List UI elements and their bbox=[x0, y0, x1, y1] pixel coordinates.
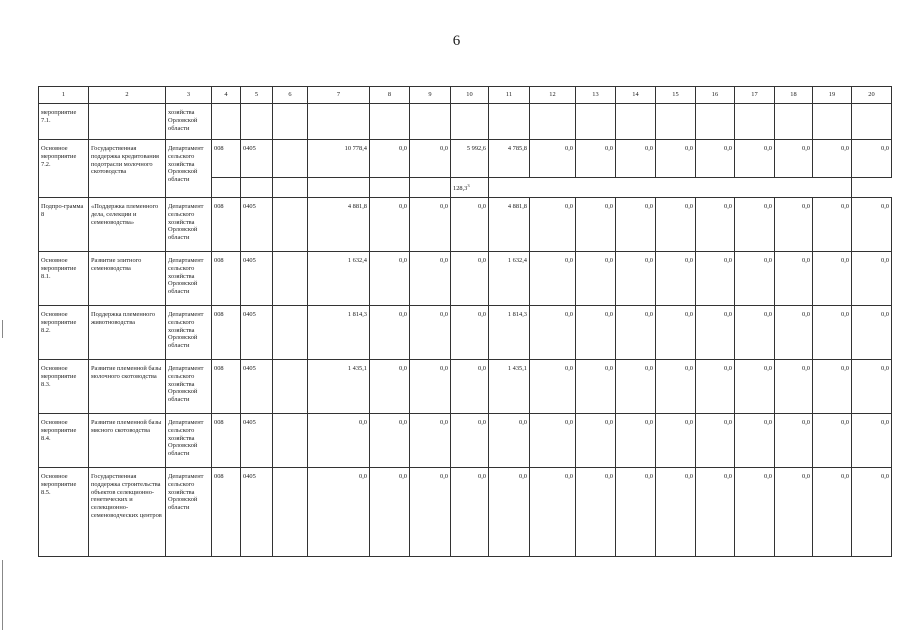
value-cell: 1 435,1 bbox=[308, 360, 370, 414]
value-cell: 0,0 bbox=[735, 198, 775, 252]
program-name-cell: Основное мероприятие 8.4. bbox=[39, 414, 89, 468]
value-cell: 0,0 bbox=[616, 252, 656, 306]
footnote-value: 128,3 bbox=[453, 184, 468, 192]
value-cell: 0,0 bbox=[616, 198, 656, 252]
code-grbs-cell bbox=[212, 104, 241, 140]
value-cell bbox=[489, 104, 530, 140]
empty-cell bbox=[370, 178, 410, 198]
value-cell: 0,0 bbox=[656, 468, 696, 557]
value-cell: 0,0 bbox=[530, 468, 576, 557]
value-cell: 0,0 bbox=[735, 360, 775, 414]
value-cell: 0,0 bbox=[775, 468, 813, 557]
value-cell bbox=[273, 306, 308, 360]
value-cell: 0,0 bbox=[410, 140, 451, 178]
value-cell: 0,0 bbox=[576, 198, 616, 252]
value-cell: 0,0 bbox=[852, 252, 892, 306]
program-name-cell: Основное мероприятие 7.2. bbox=[39, 140, 89, 198]
value-cell: 0,0 bbox=[489, 414, 530, 468]
code-rzpr-cell: 0405 bbox=[241, 140, 273, 178]
value-cell: 0,0 bbox=[410, 468, 451, 557]
value-cell bbox=[451, 104, 489, 140]
value-cell: 0,0 bbox=[451, 198, 489, 252]
value-cell bbox=[273, 252, 308, 306]
value-cell: 0,0 bbox=[410, 360, 451, 414]
value-cell: 5 992,6 bbox=[451, 140, 489, 178]
value-cell: 0,0 bbox=[308, 468, 370, 557]
value-cell: 0,0 bbox=[813, 306, 852, 360]
program-name-cell: Основное мероприятие 8.5. bbox=[39, 468, 89, 557]
table-row bbox=[39, 252, 892, 306]
code-grbs-cell: 008 bbox=[212, 360, 241, 414]
value-cell: 4 785,8 bbox=[489, 140, 530, 178]
table-row bbox=[39, 198, 892, 252]
program-title-cell: Развитие племенной базы молочного скотоводства bbox=[89, 360, 166, 414]
empty-cell bbox=[241, 178, 273, 198]
value-cell: 0,0 bbox=[775, 360, 813, 414]
value-cell: 0,0 bbox=[370, 468, 410, 557]
empty-cell bbox=[410, 178, 451, 198]
value-cell bbox=[696, 104, 735, 140]
value-cell: 0,0 bbox=[576, 360, 616, 414]
footnote-value-cell bbox=[451, 178, 489, 198]
executor-cell: хозяйства Орловской области bbox=[166, 104, 212, 140]
value-cell: 0,0 bbox=[696, 360, 735, 414]
value-cell: 0,0 bbox=[370, 414, 410, 468]
column-number-header: 19 bbox=[813, 87, 852, 104]
column-number-header: 5 bbox=[241, 87, 273, 104]
value-cell: 0,0 bbox=[775, 414, 813, 468]
value-cell bbox=[735, 104, 775, 140]
value-cell bbox=[410, 104, 451, 140]
table-row bbox=[39, 306, 892, 360]
value-cell: 0,0 bbox=[813, 198, 852, 252]
value-cell: 1 435,1 bbox=[489, 360, 530, 414]
footnote-mark: 3 bbox=[467, 182, 470, 188]
value-cell: 0,0 bbox=[696, 140, 735, 178]
column-number-header: 16 bbox=[696, 87, 735, 104]
value-cell: 0,0 bbox=[410, 252, 451, 306]
value-cell: 0,0 bbox=[656, 252, 696, 306]
column-number-header: 18 bbox=[775, 87, 813, 104]
value-cell: 0,0 bbox=[530, 198, 576, 252]
value-cell: 0,0 bbox=[813, 140, 852, 178]
value-cell: 1 814,3 bbox=[489, 306, 530, 360]
value-cell: 0,0 bbox=[530, 252, 576, 306]
program-title-cell: «Поддержка племенного дела, селекции и семеноводства» bbox=[89, 198, 166, 252]
column-number-header: 6 bbox=[273, 87, 308, 104]
value-cell: 0,0 bbox=[410, 414, 451, 468]
executor-cell: Департамент сельского хозяйства Орловской области bbox=[166, 414, 212, 468]
value-cell: 0,0 bbox=[813, 414, 852, 468]
value-cell bbox=[530, 104, 576, 140]
program-title-cell: Развитие элитного семеноводства bbox=[89, 252, 166, 306]
value-cell: 0,0 bbox=[813, 468, 852, 557]
code-rzpr-cell: 0405 bbox=[241, 360, 273, 414]
code-grbs-cell: 008 bbox=[212, 306, 241, 360]
value-cell: 0,0 bbox=[576, 306, 616, 360]
value-cell: 4 881,8 bbox=[489, 198, 530, 252]
value-cell: 0,0 bbox=[656, 140, 696, 178]
value-cell: 0,0 bbox=[852, 198, 892, 252]
value-cell: 0,0 bbox=[370, 306, 410, 360]
column-number-header: 1 bbox=[39, 87, 89, 104]
code-rzpr-cell: 0405 bbox=[241, 306, 273, 360]
value-cell: 0,0 bbox=[451, 468, 489, 557]
value-cell: 0,0 bbox=[852, 140, 892, 178]
value-cell: 0,0 bbox=[852, 468, 892, 557]
value-cell bbox=[273, 198, 308, 252]
value-cell bbox=[273, 414, 308, 468]
value-cell: 1 632,4 bbox=[489, 252, 530, 306]
scan-mark bbox=[2, 320, 3, 338]
executor-cell: Департамент сельского хозяйства Орловской области bbox=[166, 306, 212, 360]
code-rzpr-cell: 0405 bbox=[241, 198, 273, 252]
value-cell bbox=[813, 104, 852, 140]
value-cell: 0,0 bbox=[616, 140, 656, 178]
value-cell: 0,0 bbox=[451, 414, 489, 468]
value-cell: 10 778,4 bbox=[308, 140, 370, 178]
value-cell: 0,0 bbox=[451, 360, 489, 414]
value-cell: 0,0 bbox=[735, 252, 775, 306]
executor-cell: Департамент сельского хозяйства Орловской области bbox=[166, 468, 212, 557]
value-cell bbox=[775, 104, 813, 140]
code-rzpr-cell: 0405 bbox=[241, 468, 273, 557]
code-grbs-cell: 008 bbox=[212, 198, 241, 252]
code-rzpr-cell bbox=[241, 104, 273, 140]
value-cell: 0,0 bbox=[775, 198, 813, 252]
scan-mark bbox=[2, 560, 3, 630]
value-cell: 0,0 bbox=[696, 306, 735, 360]
empty-cell bbox=[212, 178, 241, 198]
value-cell bbox=[308, 104, 370, 140]
value-cell: 0,0 bbox=[735, 306, 775, 360]
value-cell: 0,0 bbox=[735, 140, 775, 178]
column-number-header: 15 bbox=[656, 87, 696, 104]
value-cell: 0,0 bbox=[696, 468, 735, 557]
value-cell: 0,0 bbox=[775, 252, 813, 306]
column-number-header: 3 bbox=[166, 87, 212, 104]
value-cell: 0,0 bbox=[576, 140, 616, 178]
program-title-cell: Развитие племенной базы мясного скотоводства bbox=[89, 414, 166, 468]
program-name-cell: мероприятие 7.1. bbox=[39, 104, 89, 140]
value-cell: 0,0 bbox=[530, 414, 576, 468]
code-rzpr-cell: 0405 bbox=[241, 252, 273, 306]
value-cell: 0,0 bbox=[852, 414, 892, 468]
value-cell bbox=[273, 468, 308, 557]
value-cell: 0,0 bbox=[616, 360, 656, 414]
program-title-cell: Государственная поддержка строительства объектов селекционно-генетических и селекционно-семеноводческих центров bbox=[89, 468, 166, 557]
value-cell: 0,0 bbox=[370, 360, 410, 414]
value-cell bbox=[273, 104, 308, 140]
column-number-header: 8 bbox=[370, 87, 410, 104]
empty-cell bbox=[308, 178, 370, 198]
page-number: 6 bbox=[452, 33, 461, 49]
value-cell: 0,0 bbox=[410, 306, 451, 360]
column-number-header: 17 bbox=[735, 87, 775, 104]
value-cell: 0,0 bbox=[308, 414, 370, 468]
value-cell: 0,0 bbox=[616, 414, 656, 468]
table-row bbox=[39, 468, 892, 557]
program-name-cell: Основное мероприятие 8.1. bbox=[39, 252, 89, 306]
value-cell: 0,0 bbox=[852, 360, 892, 414]
executor-cell: Департамент сельского хозяйства Орловской области bbox=[166, 360, 212, 414]
value-cell: 0,0 bbox=[775, 306, 813, 360]
value-cell: 0,0 bbox=[656, 414, 696, 468]
column-number-header: 4 bbox=[212, 87, 241, 104]
value-cell: 0,0 bbox=[616, 306, 656, 360]
program-name-cell: Основное мероприятие 8.2. bbox=[39, 306, 89, 360]
table-row bbox=[39, 414, 892, 468]
value-cell: 0,0 bbox=[656, 360, 696, 414]
program-title-cell: Государственная поддержка кредитования подотрасли молочного скотоводства bbox=[89, 140, 166, 198]
value-cell: 0,0 bbox=[451, 252, 489, 306]
value-cell: 0,0 bbox=[813, 252, 852, 306]
value-cell bbox=[370, 104, 410, 140]
value-cell bbox=[273, 360, 308, 414]
value-cell bbox=[852, 104, 892, 140]
value-cell: 0,0 bbox=[735, 468, 775, 557]
value-cell: 0,0 bbox=[656, 198, 696, 252]
code-grbs-cell: 008 bbox=[212, 414, 241, 468]
table-row bbox=[39, 140, 892, 178]
value-cell: 0,0 bbox=[656, 306, 696, 360]
value-cell: 0,0 bbox=[370, 140, 410, 178]
column-number-header: 13 bbox=[576, 87, 616, 104]
value-cell: 0,0 bbox=[530, 140, 576, 178]
value-cell: 0,0 bbox=[370, 198, 410, 252]
table-row bbox=[39, 104, 892, 140]
value-cell bbox=[273, 140, 308, 178]
value-cell: 0,0 bbox=[489, 468, 530, 557]
value-cell: 0,0 bbox=[616, 468, 656, 557]
program-name-cell: Основное мероприятие 8.3. bbox=[39, 360, 89, 414]
value-cell: 0,0 bbox=[852, 306, 892, 360]
value-cell: 4 881,8 bbox=[308, 198, 370, 252]
budget-table bbox=[38, 86, 892, 557]
column-number-header: 2 bbox=[89, 87, 166, 104]
value-cell: 0,0 bbox=[530, 360, 576, 414]
code-grbs-cell: 008 bbox=[212, 252, 241, 306]
executor-cell: Департамент сельского хозяйства Орловской области bbox=[166, 198, 212, 252]
value-cell: 0,0 bbox=[451, 306, 489, 360]
value-cell bbox=[616, 104, 656, 140]
column-number-header: 7 bbox=[308, 87, 370, 104]
column-number-header: 14 bbox=[616, 87, 656, 104]
value-cell: 1 814,3 bbox=[308, 306, 370, 360]
value-cell: 0,0 bbox=[775, 140, 813, 178]
code-grbs-cell: 008 bbox=[212, 468, 241, 557]
column-number-header: 10 bbox=[451, 87, 489, 104]
program-name-cell: Подпро-грамма 8 bbox=[39, 198, 89, 252]
empty-cell bbox=[273, 178, 308, 198]
executor-cell: Департамент сельского хозяйства Орловской области bbox=[166, 140, 212, 198]
value-cell: 0,0 bbox=[576, 468, 616, 557]
column-number-row bbox=[39, 87, 892, 104]
code-grbs-cell: 008 bbox=[212, 140, 241, 178]
value-cell: 0,0 bbox=[530, 306, 576, 360]
column-number-header: 9 bbox=[410, 87, 451, 104]
column-number-header: 11 bbox=[489, 87, 530, 104]
program-title-cell bbox=[89, 104, 166, 140]
value-cell bbox=[656, 104, 696, 140]
value-cell bbox=[576, 104, 616, 140]
value-cell: 0,0 bbox=[410, 198, 451, 252]
table-row bbox=[39, 360, 892, 414]
value-cell: 1 632,4 bbox=[308, 252, 370, 306]
value-cell: 0,0 bbox=[813, 360, 852, 414]
code-rzpr-cell: 0405 bbox=[241, 414, 273, 468]
value-cell: 0,0 bbox=[735, 414, 775, 468]
value-cell: 0,0 bbox=[370, 252, 410, 306]
value-cell: 0,0 bbox=[576, 252, 616, 306]
program-title-cell: Поддержка племенного животноводства bbox=[89, 306, 166, 360]
value-cell: 0,0 bbox=[696, 198, 735, 252]
column-number-header: 20 bbox=[852, 87, 892, 104]
column-number-header: 12 bbox=[530, 87, 576, 104]
value-cell: 0,0 bbox=[576, 414, 616, 468]
executor-cell: Департамент сельского хозяйства Орловской области bbox=[166, 252, 212, 306]
value-cell: 0,0 bbox=[696, 414, 735, 468]
value-cell: 0,0 bbox=[696, 252, 735, 306]
empty-cell bbox=[489, 178, 852, 198]
